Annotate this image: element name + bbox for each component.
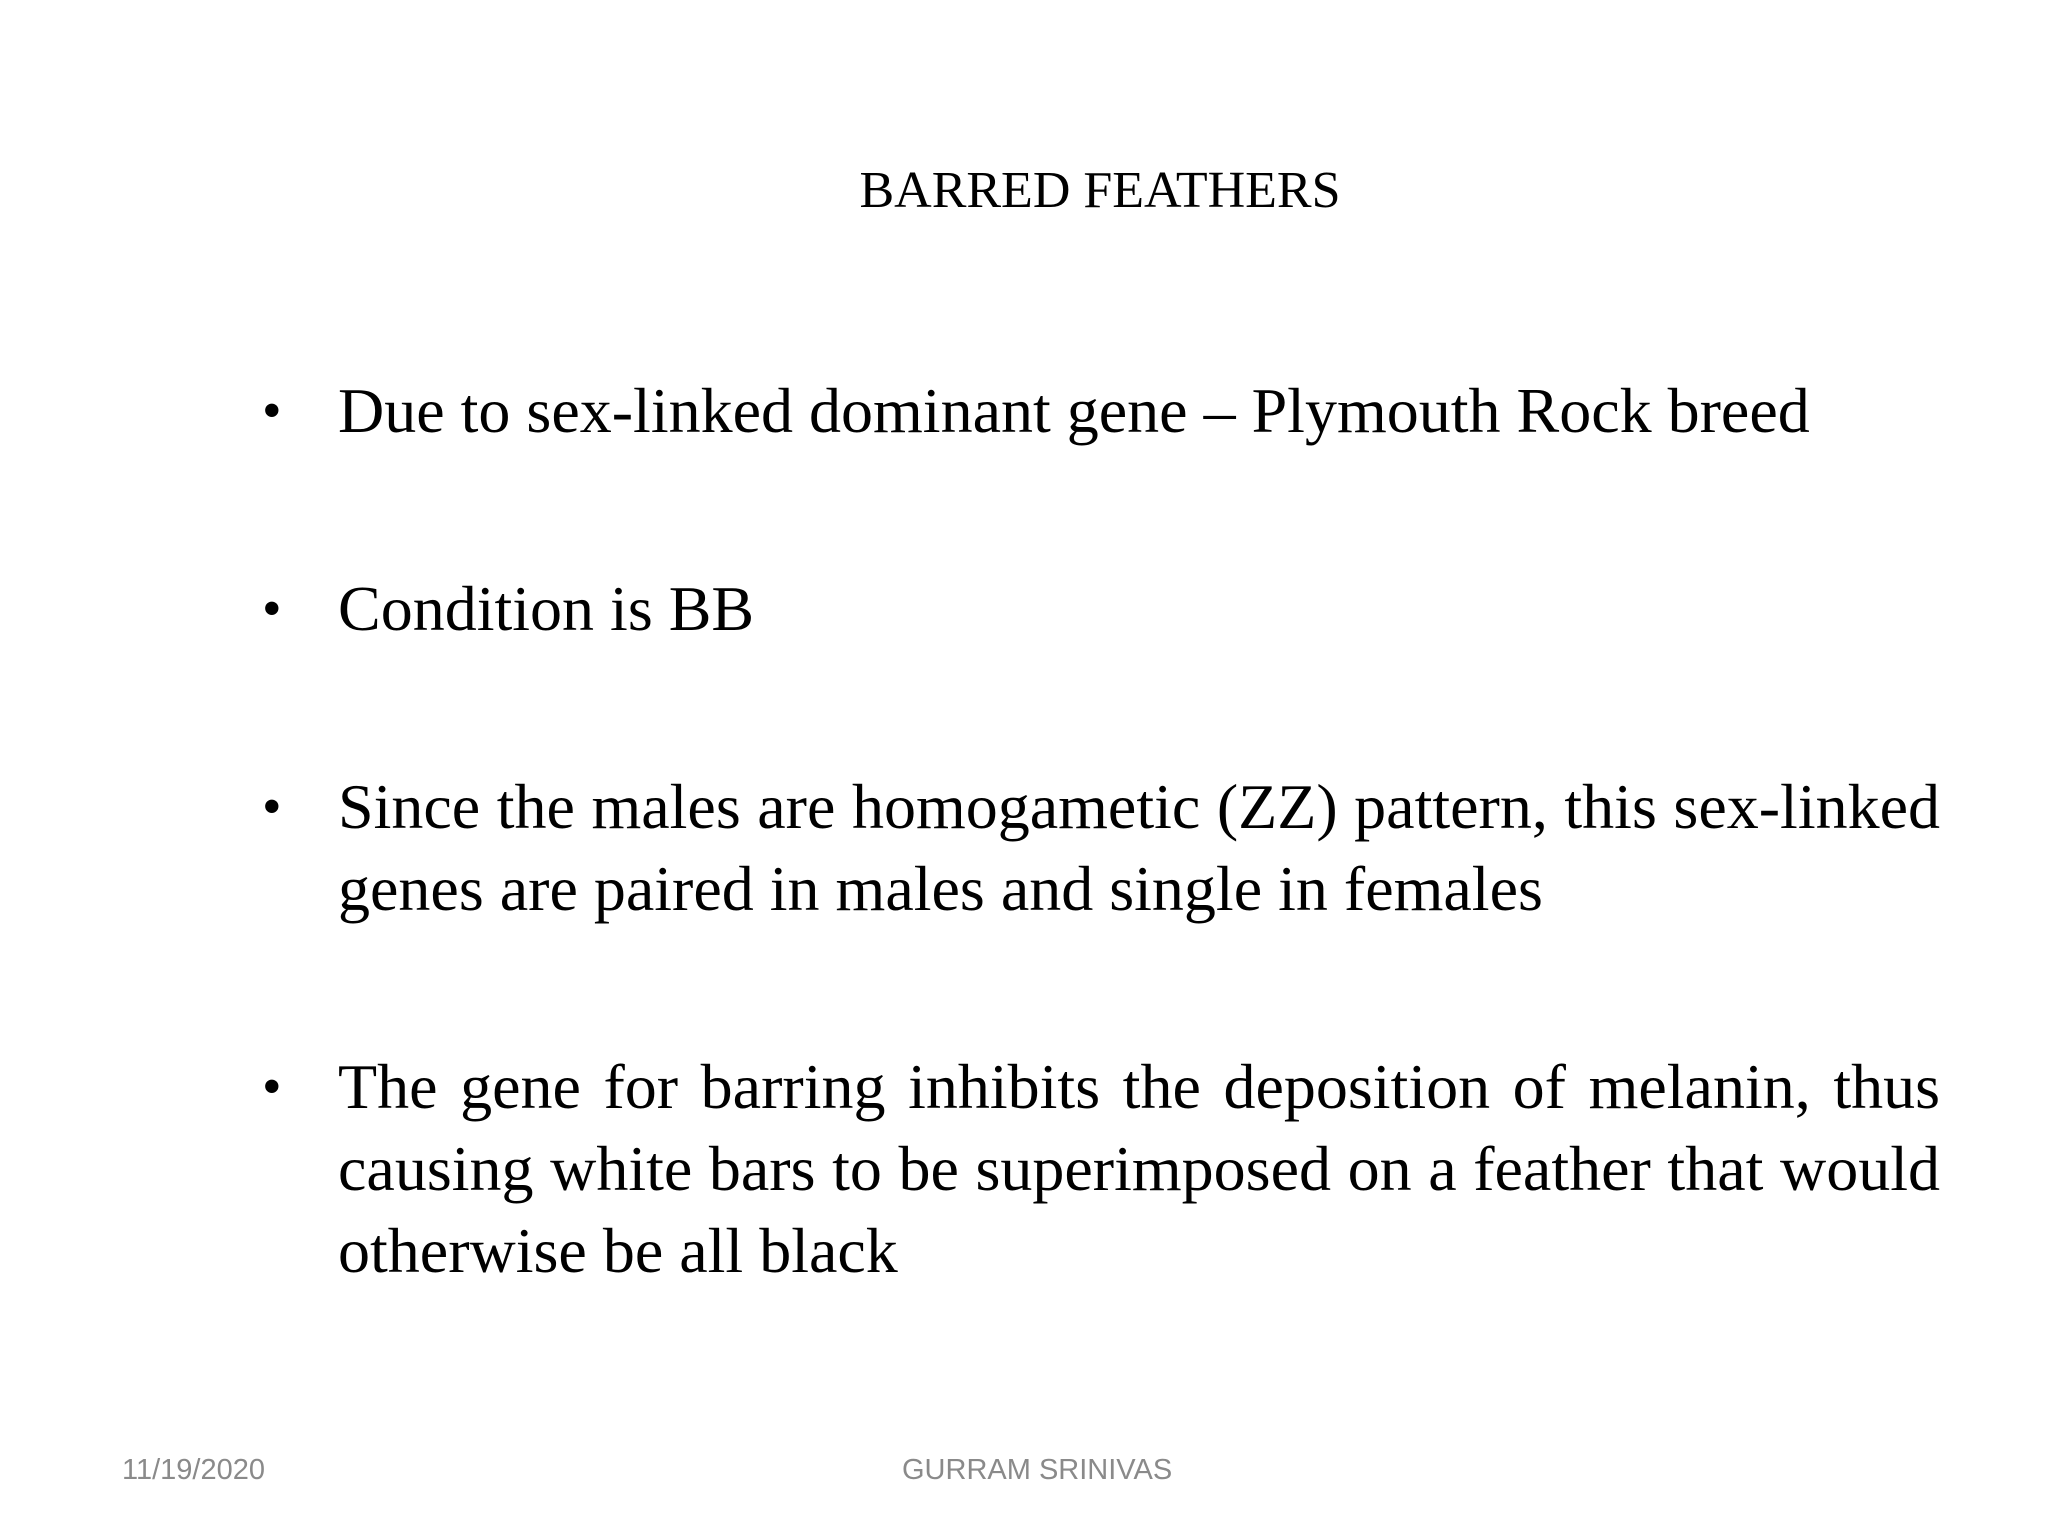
slide-title: BARRED FEATHERS bbox=[859, 162, 1341, 219]
bullet-item bbox=[250, 370, 1940, 452]
bullet-text: Since the males are homogametic (ZZ) pattern, this sex-linked genes are paired in males and single in females bbox=[338, 771, 1940, 924]
bullet-text: Due to sex-linked dominant gene – Plymouth Rock breed bbox=[338, 375, 1810, 446]
footer-date: 11/19/2020 bbox=[122, 1454, 265, 1486]
footer-author: GURRAM SRINIVAS bbox=[902, 1454, 1173, 1486]
bullet-list bbox=[250, 370, 1940, 1292]
bullet-item bbox=[250, 766, 1940, 930]
bullet-text: The gene for barring inhibits the deposition of melanin, thus causing white bars to be superimposed on a feather that would otherwise be all black bbox=[338, 1051, 1940, 1286]
bullet-dot: • bbox=[262, 1056, 282, 1118]
bullet-text: Condition is BB bbox=[338, 573, 755, 644]
bullet-dot: • bbox=[262, 380, 282, 442]
bullet-dot: • bbox=[262, 578, 282, 640]
bullet-item bbox=[250, 568, 1940, 650]
bullet-dot: • bbox=[262, 776, 282, 838]
bullet-item bbox=[250, 1046, 1940, 1292]
